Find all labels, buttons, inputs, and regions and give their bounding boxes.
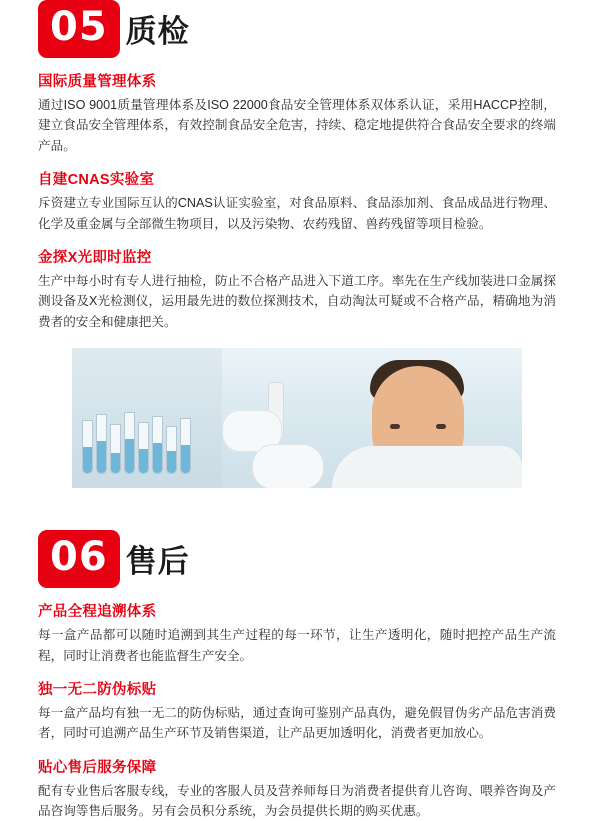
block-text: 生产中每小时有专人进行抽检，防止不合格产品进入下道工序。率先在生产线加装进口金属探测设备及X光检测仪，运用最先进的数位探测技术，自动淘汰可疑或不合格产品，精确地为消费者的安全和健康把关。 [38,273,556,329]
content-block [0,246,600,332]
gloved-hand-right [252,444,324,488]
block-text: 每一盒产品都可以随时追溯到其生产过程的每一环节，让生产透明化，随时把控产品生产流程，同时让消费者也能监督生产安全。 [38,628,556,663]
section-title: 售后 [125,543,190,579]
lab-technician-pipette-photo [72,348,522,488]
content-block [0,600,600,666]
block-heading: 产品全程追溯体系 [38,604,157,621]
content-block [0,70,600,156]
block-heading: 金探X光即时监控 [38,249,152,266]
content-block [0,756,600,821]
block-heading: 独一无二防伪标贴 [38,681,157,698]
section-spacer [0,488,600,530]
section-number-badge: 06 [38,530,120,588]
section-after-sales [0,530,600,821]
content-block [0,168,600,234]
section-number-badge: 05 [38,0,120,58]
block-heading: 自建CNAS实验室 [38,172,155,189]
block-heading: 贴心售后服务保障 [38,759,157,776]
section-title: 质检 [125,13,190,49]
person-lab-coat [332,446,522,488]
block-text: 通过ISO 9001质量管理体系及ISO 22000食品安全管理体系双体系认证，采用HACCP控制，建立食品安全管理体系，有效控制食品安全危害，持续、稳定地提供符合食品安全要求的终端产品。 [38,98,556,153]
content-block [0,678,600,744]
block-text: 配有专业售后客服专线，专业的客服人员及营养师每日为消费者提供育儿咨询、喂养咨询及产品咨询等售后服务。另有会员积分系统，为会员提供长期的购买优惠。 [38,783,556,819]
block-text: 斥资建立专业国际互认的CNAS认证实验室，对食品原料、食品添加剂、食品成品进行物理、化学及重金属与全部微生物项目，以及污染物、农药残留、兽药残留等项目检验。 [38,196,556,231]
block-text: 每一盒产品均有独一无二的防伪标贴，通过查询可鉴别产品真伪，避免假冒伪劣产品危害消费者，同时可追溯产品生产环节及销售渠道，让产品更加透明化，消费者更加放心。 [38,705,556,741]
photo-illustration [72,348,522,488]
block-heading: 国际质量管理体系 [38,74,157,90]
section-header-05 [0,0,600,58]
section-header-06 [0,530,600,588]
test-tube-rack [80,418,208,480]
